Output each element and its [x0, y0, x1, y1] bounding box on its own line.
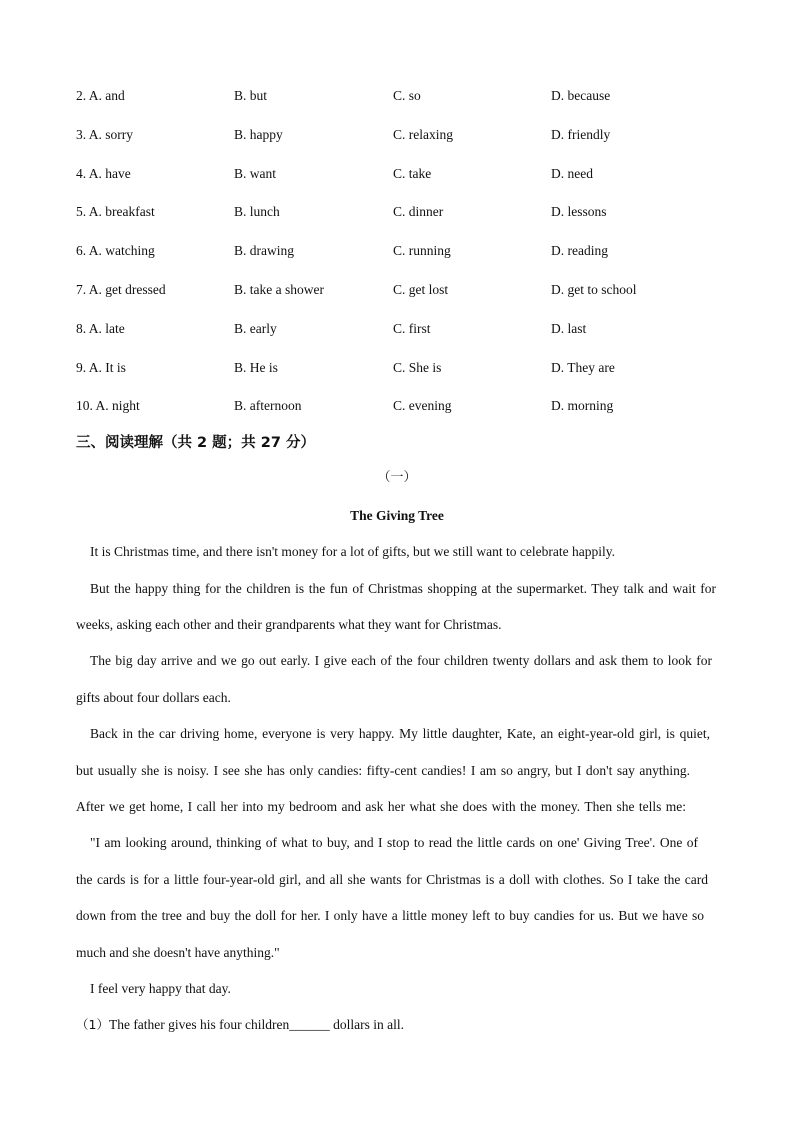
option-a: 3. A. sorry	[76, 127, 133, 142]
option-c: C. evening	[393, 398, 452, 413]
option-a: 8. A. late	[76, 321, 125, 336]
passage-line: I feel very happy that day.	[90, 981, 231, 996]
passage-line: the cards is for a little four-year-old girl, and all she wants for Christmas is a doll with clothes. So I take the card	[76, 872, 708, 887]
option-row-5	[76, 202, 736, 222]
passage-line: but usually she is noisy. I see she has only candies: fifty-cent candies! I am so angry, but I don't say anything.	[76, 763, 690, 778]
option-c: C. so	[393, 88, 421, 103]
option-a: 4. A. have	[76, 166, 131, 181]
option-d: D. get to school	[551, 282, 637, 297]
option-b: B. afternoon	[234, 398, 302, 413]
option-d: D. morning	[551, 398, 614, 413]
option-a: 7. A. get dressed	[76, 282, 166, 297]
option-b: B. early	[234, 321, 277, 336]
passage-line: Back in the car driving home, everyone is very happy. My little daughter, Kate, an eight-year-old girl, is quiet,	[90, 726, 710, 741]
option-b: B. take a shower	[234, 282, 324, 297]
option-b: B. happy	[234, 127, 283, 142]
option-c: C. get lost	[393, 282, 449, 297]
passage-line: down from the tree and buy the doll for her. I only have a little money left to buy candies for us. But we have so	[76, 908, 704, 923]
option-d: D. last	[551, 321, 587, 336]
passage-line: gifts about four dollars each.	[76, 690, 231, 705]
section-title: 三、阅读理解（共 2 题；共 27 分）	[76, 435, 315, 451]
option-a: 10. A. night	[76, 398, 140, 413]
option-a: 9. A. It is	[76, 360, 126, 375]
option-c: C. first	[393, 321, 431, 336]
option-a: 6. A. watching	[76, 243, 155, 258]
option-d: D. because	[551, 88, 611, 103]
question-1	[76, 1015, 404, 1035]
option-row-6	[76, 241, 736, 261]
passage-line: much and she doesn't have anything."	[76, 945, 280, 960]
option-row-8	[76, 319, 736, 339]
option-b: B. lunch	[234, 204, 280, 219]
option-row-9	[76, 358, 736, 378]
option-row-2	[76, 86, 736, 106]
option-row-4	[76, 164, 736, 184]
passage-line: After we get home, I call her into my bedroom and ask her what she does with the money. Then she tells me:	[76, 799, 686, 814]
option-a: 2. A. and	[76, 88, 125, 103]
story-title: The Giving Tree	[350, 508, 444, 523]
passage-line: "I am looking around, thinking of what to buy, and I stop to read the little cards on one' Giving Tree'. One of	[90, 835, 698, 850]
option-d: D. lessons	[551, 204, 607, 219]
option-d: D. need	[551, 166, 593, 181]
question-text: The father gives his four children______ dollars in all.	[108, 1017, 405, 1032]
question-number: （1）	[76, 1017, 109, 1032]
option-a: 5. A. breakfast	[76, 204, 155, 219]
option-row-7	[76, 280, 736, 300]
option-c: C. She is	[393, 360, 442, 375]
option-row-3	[76, 125, 736, 145]
option-c: C. relaxing	[393, 127, 453, 142]
passage-line: weeks, asking each other and their grandparents what they want for Christmas.	[76, 617, 502, 632]
option-c: C. take	[393, 166, 432, 181]
passage-line: It is Christmas time, and there isn't money for a lot of gifts, but we still want to celebrate happily.	[90, 544, 615, 559]
option-b: B. but	[234, 88, 268, 103]
option-c: C. running	[393, 243, 451, 258]
option-d: D. They are	[551, 360, 615, 375]
option-d: D. reading	[551, 243, 608, 258]
option-b: B. He is	[234, 360, 278, 375]
passage-line: But the happy thing for the children is the fun of Christmas shopping at the supermarket. They talk and wait for	[90, 581, 716, 596]
option-c: C. dinner	[393, 204, 444, 219]
option-b: B. want	[234, 166, 276, 181]
part-number: （一）	[377, 470, 417, 485]
option-b: B. drawing	[234, 243, 294, 258]
option-row-10	[76, 396, 736, 416]
option-d: D. friendly	[551, 127, 611, 142]
passage-line: The big day arrive and we go out early. I give each of the four children twenty dollars and ask them to look for	[90, 653, 712, 668]
